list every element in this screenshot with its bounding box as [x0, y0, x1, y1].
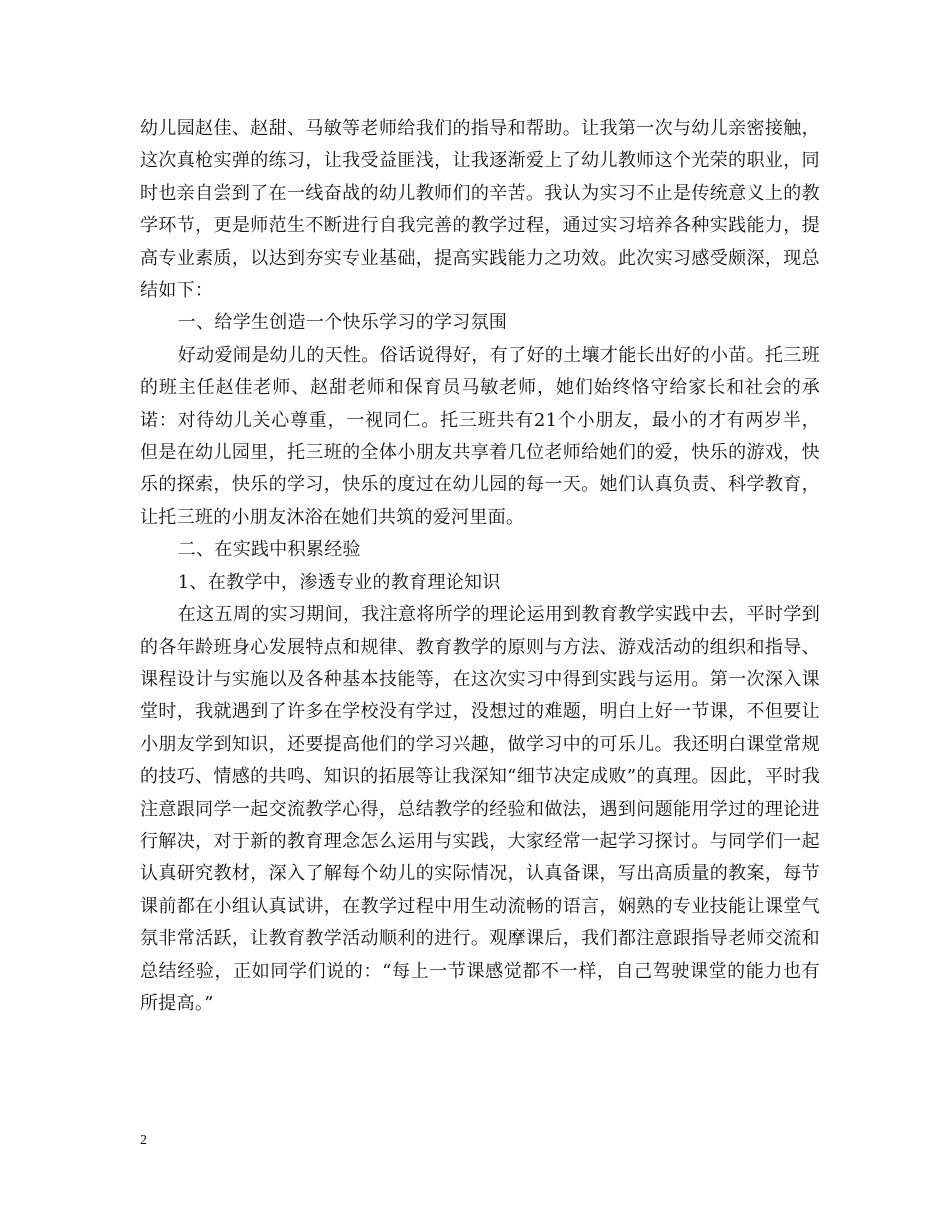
page-number: 2	[140, 1133, 147, 1148]
body-paragraph: 在这五周的实习期间，我注意将所学的理论运用到教育教学实践中去，平时学到的各年龄班身心发展特点和规律、教育教学的原则与方法、游戏活动的组织和指导、课程设计与实施以及各种基本技能等，在这次实习中得到实践与运用。第一次深入课堂时，我就遇到了许多在学校没有学过，没想过的难题，明白上好一节课，不但要让小朋友学到知识，还要提高他们的学习兴趣，做学习中的可乐儿。我还明白课堂常规的技巧、情感的共鸣、知识的拓展等让我深知“细节决定成败”的真理。因此，平时我注意跟同学一起交流教学心得，总结教学的经验和做法，遇到问题能用学过的理论进行解决，对于新的教育理念怎么运用与实践，大家经常一起学习探讨。与同学们一起认真研究教材，深入了解每个幼儿的实际情况，认真备课，写出高质量的教案，每节课前都在小组认真试讲，在教学过程中用生动流畅的语言，娴熟的专业技能让课堂气氛非常活跃，让教育教学活动顺利的进行。观摩课后，我们都注意跟指导老师交流和总结经验，正如同学们说的：“每上一节课感觉都不一样，自己驾驶课堂的能力也有所提高。”	[140, 604, 820, 1014]
section-heading: 二、在实践中积累经验	[177, 539, 361, 561]
document-body	[140, 113, 820, 1020]
body-paragraph: 好动爱闹是幼儿的天性。俗话说得好，有了好的土壤才能长出好的小苗。托三班的班主任赵佳老师、赵甜老师和保育员马敏老师，她们始终恪守给家长和社会的承诺：对待幼儿关心尊重，一视同仁。托三班共有21个小朋友，最小的才有两岁半，但是在幼儿园里，托三班的全体小朋友共享着几位老师给她们的爱，快乐的游戏，快乐的探索，快乐的学习，快乐的度过在幼儿园的每一天。她们认真负责、科学教育，让托三班的小朋友沐浴在她们共筑的爱河里面。	[140, 344, 820, 528]
body-paragraph: 幼儿园赵佳、赵甜、马敏等老师给我们的指导和帮助。让我第一次与幼儿亲密接触，这次真枪实弹的练习，让我受益匪浅，让我逐渐爱上了幼儿教师这个光荣的职业，同时也亲自尝到了在一线奋战的幼儿教师们的辛苦。我认为实习不止是传统意义上的教学环节，更是师范生不断进行自我完善的教学过程，通过实习培养各种实践能力，提高专业素质，以达到夯实专业基础，提高实践能力之功效。此次实习感受颇深，现总结如下：	[140, 118, 820, 302]
section-heading: 1、在教学中，渗透专业的教育理论知识	[177, 571, 501, 593]
section-heading: 一、给学生创造一个快乐学习的学习氛围	[177, 312, 508, 334]
